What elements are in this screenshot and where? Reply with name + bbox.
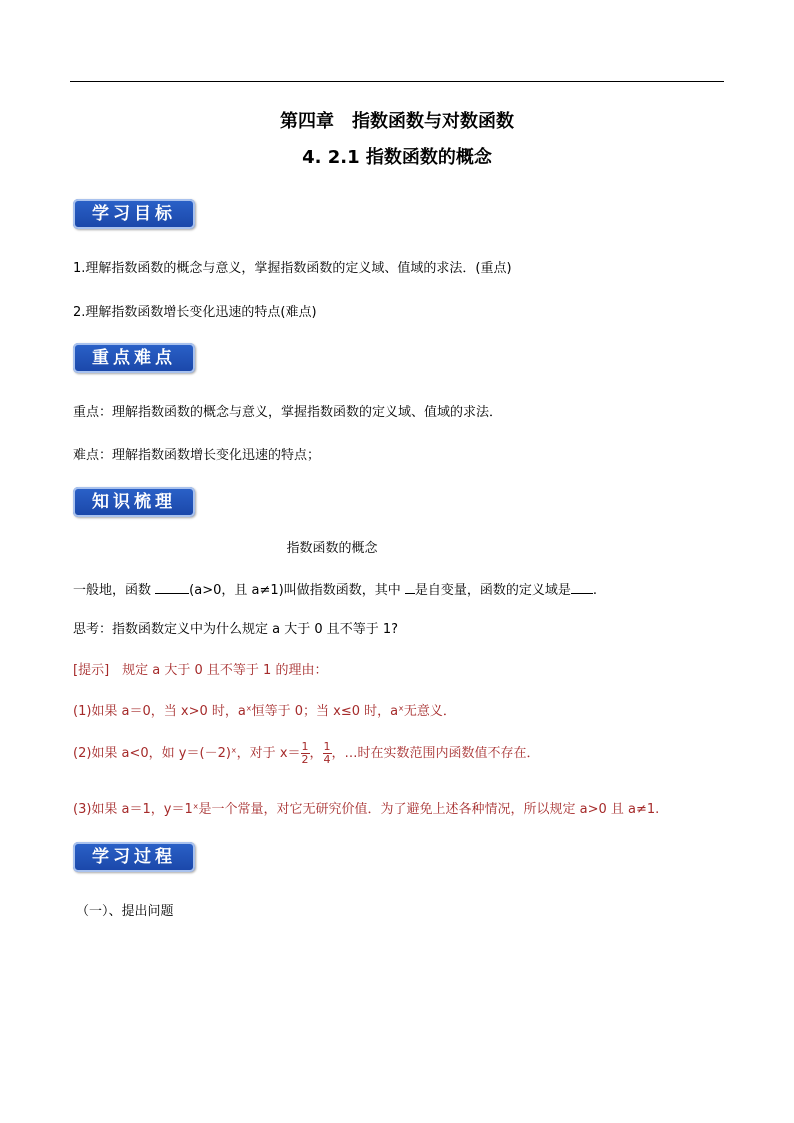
process-step-1: （一）、提出问题 (76, 904, 174, 919)
header-rule (70, 81, 724, 82)
definition-part-d: . (592, 583, 597, 598)
definition-part-b: (a>0，且 a≠1)叫做指数函数，其中 (189, 583, 401, 598)
think-question: 思考：指数函数定义中为什么规定 a 大于 0 且不等于 1? (73, 622, 399, 637)
definition-line (73, 579, 597, 598)
objective-1: 1.理解指数函数的概念与意义，掌握指数函数的定义域、值域的求法．(重点) (73, 261, 512, 276)
knowledge-heading: 指数函数的概念 (286, 541, 378, 556)
section-title: 4. 2.1 指数函数的概念 (302, 147, 492, 168)
badge-key-points: 重点难点 (73, 343, 195, 373)
fraction-one-quarter: $\frac{1}{4}$ (323, 740, 331, 766)
fraction-separator: ， (309, 746, 323, 761)
case-3: (3)如果 a＝1，y＝1ˣ是一个常量，对它无研究价值．为了避免上述各种情况，所以规定 a>0 且 a≠1. (73, 802, 660, 817)
blank-domain[interactable] (571, 581, 593, 594)
case-1: (1)如果 a＝0，当 x>0 时，aˣ恒等于 0；当 x≤0 时，aˣ无意义． (73, 704, 456, 719)
badge-knowledge: 知识梳理 (73, 487, 195, 517)
definition-part-c: 是自变量，函数的定义域是 (414, 583, 571, 598)
blank-function[interactable] (155, 581, 189, 594)
key-point-focus: 重点：理解指数函数的概念与意义，掌握指数函数的定义域、值域的求法． (73, 405, 503, 420)
hint-line: [提示] 规定 a 大于 0 且不等于 1 的理由： (73, 663, 328, 678)
definition-part-a: 一般地，函数 (73, 583, 152, 598)
badge-process: 学习过程 (73, 842, 195, 872)
key-point-difficulty: 难点：理解指数函数增长变化迅速的特点； (73, 448, 321, 463)
fraction-one-half: $\frac{1}{2}$ (301, 740, 309, 766)
case-2-part-b: ，…时在实数范围内函数值不存在． (331, 746, 540, 761)
chapter-title: 第四章 指数函数与对数函数 (280, 111, 514, 132)
case-2 (73, 741, 540, 766)
badge-objectives: 学习目标 (73, 199, 195, 229)
objective-2: 2.理解指数函数增长变化迅速的特点(难点) (73, 305, 317, 320)
case-2-part-a: (2)如果 a<0，如 y＝(－2)ˣ，对于 x＝ (73, 746, 301, 761)
blank-variable[interactable] (405, 581, 415, 594)
